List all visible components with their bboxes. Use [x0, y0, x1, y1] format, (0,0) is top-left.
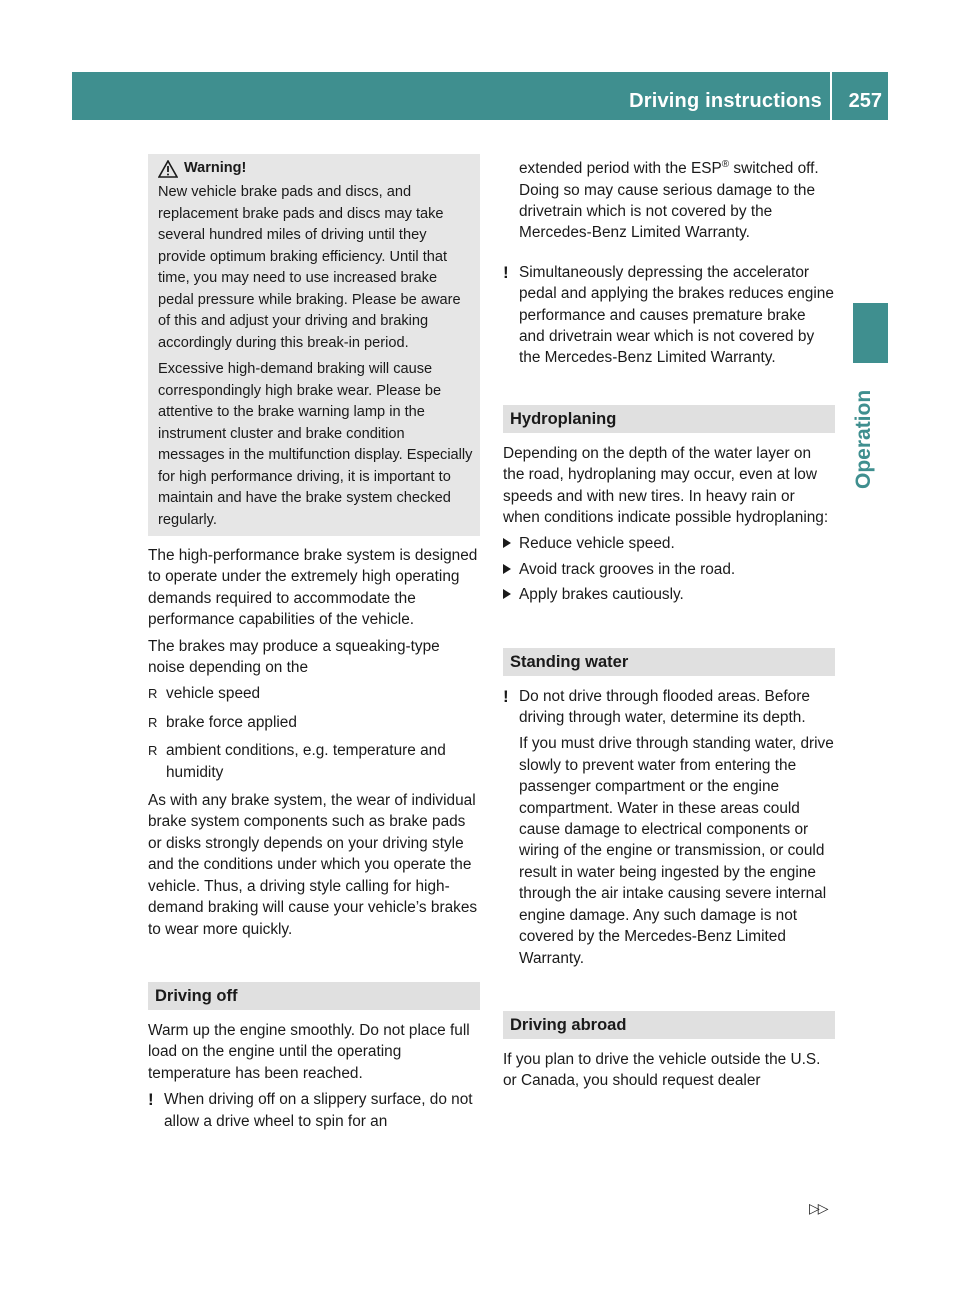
noise-factors-list [148, 683, 480, 783]
chapter-tab-label: Operation [852, 389, 875, 489]
list-item: R vehicle speed [148, 683, 480, 704]
list-item: R ambient conditions, e.g. temperature and humidity [148, 742, 446, 781]
header-divider [830, 72, 832, 120]
warning-paragraph: New vehicle brake pads and discs, and replacement brake pads and discs may take several hundred miles of driving until they provide optimum braking efficiency. Until that time, you may need to use increased brake pedal pressure while braking. Please be aware of this and adjust your driving and braking accordingly during this break-in period. [158, 184, 461, 351]
caution-text: Do not drive through flooded areas. Before driving through water, determine its depth. [519, 687, 810, 727]
step-item: Reduce vehicle speed. [503, 533, 835, 554]
page-number: 257 [848, 90, 882, 112]
section-title: Driving instructions [629, 90, 822, 112]
caution-text: extended period with the ESP® switched off. Doing so may cause serious damage to the drivetrain which is not covered by the Mercedes-Benz Limited Warranty. [519, 159, 819, 242]
caution-icon: ! [148, 1090, 154, 1110]
caution-text: If you must drive through standing water, drive slowly to prevent water from entering the passenger compartment or the engine compartment. Water in these areas could cause damage to electrical components or wiring of the engine or transmission, or could result in water being ingested by the engine through the air intake causing severe internal engine damage. Any such damage is not covered by the Mercedes-Benz Limited Warranty. [519, 735, 834, 967]
header-bar [72, 72, 888, 120]
body-paragraph: The high-performance brake system is designed to operate under the extremely high operating demands required to accommodate the performance capabilities of the vehicle. [148, 547, 478, 629]
step-arrow-icon [503, 538, 511, 548]
step-arrow-icon [503, 564, 511, 574]
list-item: R brake force applied [148, 712, 480, 733]
warning-box [148, 154, 480, 536]
hydroplaning-steps [503, 533, 835, 605]
right-column [503, 154, 835, 1097]
caution-icon: ! [503, 686, 509, 706]
body-paragraph: The brakes may produce a squeaking-type noise depending on the [148, 637, 440, 677]
caution-text: Simultaneously depressing the accelerator pedal and applying the brakes reduces engine performance and causes premature brake and drivetrain wear which is not covered by the Mercedes-Benz Limited Warranty. [519, 263, 834, 367]
bullet-marker: R [148, 686, 158, 702]
section-heading-standing-water: Standing water [503, 648, 835, 676]
body-paragraph: If you plan to drive the vehicle outside the U.S. or Canada, you should request dealer [503, 1050, 821, 1090]
bullet-marker: R [148, 743, 158, 759]
left-column [148, 154, 480, 1140]
warning-heading [158, 158, 474, 179]
caution-note [503, 686, 835, 969]
section-heading-hydroplaning: Hydroplaning [503, 405, 835, 433]
step-arrow-icon [503, 589, 511, 599]
caution-text: When driving off on a slippery surface, do not allow a drive wheel to spin for an [164, 1091, 473, 1130]
warning-title: Warning! [184, 160, 247, 176]
body-paragraph: As with any brake system, the wear of individual brake system components such as brake pads or disks strongly depends on your driving style and the conditions under which you operate the vehicle. Thus, a driving style calling for high-demand braking will cause your vehicle’s brakes to wear more quickly. [148, 792, 478, 938]
caution-note-continued [503, 154, 835, 244]
body-paragraph: Warm up the engine smoothly. Do not place full load on the engine until the operating temperature has been reached. [148, 1021, 470, 1082]
bullet-marker: R [148, 714, 158, 730]
warning-paragraph: Excessive high-demand braking will cause correspondingly high brake wear. Please be attentive to the brake warning lamp in the instrument cluster and brake condition messages in the multifunction display. Especially for high performance driving, it is important to maintain and have the brake system checked regularly. [158, 361, 473, 528]
caution-note [148, 1089, 480, 1132]
caution-note [503, 262, 835, 369]
chapter-tab-block [853, 303, 888, 363]
step-item: Apply brakes cautiously. [503, 584, 835, 605]
body-paragraph: Depending on the depth of the water layer on the road, hydroplaning may occur, even at low speeds and with new tires. In heavy rain or when conditions indicate possible hydroplaning: [503, 444, 829, 526]
continue-arrows-icon: ▷▷ [809, 1200, 827, 1216]
section-heading-driving-abroad: Driving abroad [503, 1011, 835, 1039]
warning-triangle-icon [158, 160, 178, 178]
caution-icon: ! [503, 262, 509, 282]
step-item: Avoid track grooves in the road. [503, 559, 835, 580]
section-heading-driving-off: Driving off [148, 982, 480, 1010]
